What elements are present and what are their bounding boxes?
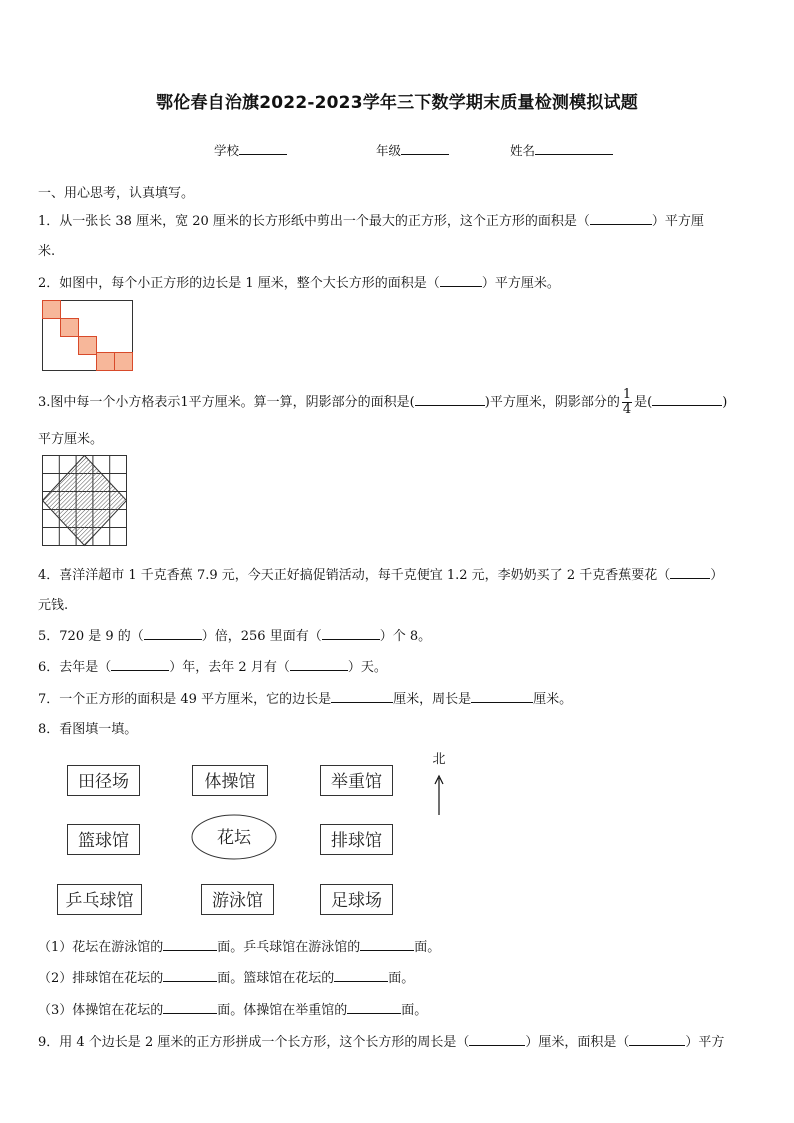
label-paiqiu: 排球馆 (331, 831, 382, 851)
question-2: 2．如图中，每个小正方形的边长是 1 厘米，整个大长方形的面积是（ ）平方厘米。 (38, 276, 560, 291)
school-field (214, 141, 287, 159)
answer-blank[interactable] (331, 690, 393, 703)
school-blank[interactable] (239, 141, 287, 155)
grade-blank[interactable] (401, 141, 449, 155)
answer-blank[interactable] (144, 627, 202, 640)
question-3: 3.图中每一个小方格表示1平方厘米。算一算，阴影部分的面积是( )平方厘米，阴影部分的 $\frac{1}{4}$ 是( ) (38, 387, 728, 417)
fraction-one-quarter: $\frac{1}{4}$ (622, 387, 632, 417)
answer-blank[interactable] (163, 938, 217, 951)
page-title: 鄂伦春自治旗2022-2023学年三下数学期末质量检测模拟试题 (156, 93, 638, 113)
question-5: 5．720 是 9 的（ ）倍，256 里面有（ ）个 8。 (38, 629, 432, 644)
answer-blank[interactable] (440, 274, 482, 287)
hatched-diamond (43, 456, 127, 546)
label-juzhong: 举重馆 (331, 772, 382, 792)
question-3-cont: 平方厘米。 (38, 432, 104, 447)
answer-blank[interactable] (163, 969, 217, 982)
question-8: 8．看图填一填。 (38, 722, 138, 737)
q3-hatched-square-figure (42, 455, 128, 547)
north-label: 北 (432, 752, 446, 767)
question-4: 4．喜洋洋超市 1 千克香蕉 7.9 元，今天正好搞促销活动，每千克便宜 1.2 元，李奶奶买了 2 千克香蕉要花（ ） (38, 568, 724, 583)
answer-blank[interactable] (670, 566, 710, 579)
label-youyong: 游泳馆 (212, 891, 263, 911)
q2-grid-figure (42, 300, 134, 372)
question-7: 7．一个正方形的面积是 49 平方厘米，它的边长是 厘米，周长是 厘米。 (38, 692, 573, 707)
label-tianjing: 田径场 (78, 772, 129, 792)
label-pingpang: 乒乓球馆 (65, 891, 134, 911)
answer-blank[interactable] (415, 393, 485, 406)
answer-blank[interactable] (469, 1033, 525, 1046)
answer-blank[interactable] (629, 1033, 685, 1046)
answer-blank[interactable] (334, 969, 388, 982)
question-1-cont: 米. (38, 244, 56, 259)
grade-label: 年级 (376, 143, 402, 158)
label-lanqiu: 篮球馆 (78, 831, 129, 851)
question-4-cont: 元钱. (38, 598, 69, 613)
name-blank[interactable] (535, 141, 613, 155)
answer-blank[interactable] (360, 938, 414, 951)
section-heading: 一、用心思考，认真填写。 (38, 186, 195, 201)
answer-blank[interactable] (163, 1001, 217, 1014)
answer-blank[interactable] (322, 627, 380, 640)
answer-blank[interactable] (290, 658, 348, 671)
q8-map-figure (50, 748, 470, 920)
label-ticao: 体操馆 (204, 772, 256, 792)
answer-blank[interactable] (590, 212, 652, 225)
answer-blank[interactable] (471, 690, 533, 703)
question-6: 6．去年是（ ）年，去年 2 月有（ ）天。 (38, 660, 387, 675)
answer-blank[interactable] (652, 393, 722, 406)
label-zuqiu: 足球场 (331, 891, 382, 911)
name-label: 姓名 (510, 143, 536, 158)
name-field (510, 141, 613, 159)
label-huatan: 花坛 (217, 828, 251, 848)
school-label: 学校 (214, 143, 240, 158)
grade-field (376, 141, 449, 159)
question-1: 1．从一张长 38 厘米，宽 20 厘米的长方形纸中剪出一个最大的正方形，这个正方形的面积是（ ）平方厘 (38, 214, 704, 229)
answer-blank[interactable] (347, 1001, 401, 1014)
answer-blank[interactable] (111, 658, 169, 671)
north-arrow-icon (432, 752, 445, 815)
question-8-part-2: （2）排球馆在花坛的 面。篮球馆在花坛的 面。 (38, 971, 415, 986)
question-9: 9．用 4 个边长是 2 厘米的正方形拼成一个长方形，这个长方形的周长是（ ）厘米，面积是（ ）平方 (38, 1035, 725, 1050)
question-8-part-1: （1）花坛在游泳馆的 面。乒乓球馆在游泳馆的 面。 (38, 940, 441, 955)
question-8-part-3: （3）体操馆在花坛的 面。体操馆在举重馆的 面。 (38, 1003, 428, 1018)
